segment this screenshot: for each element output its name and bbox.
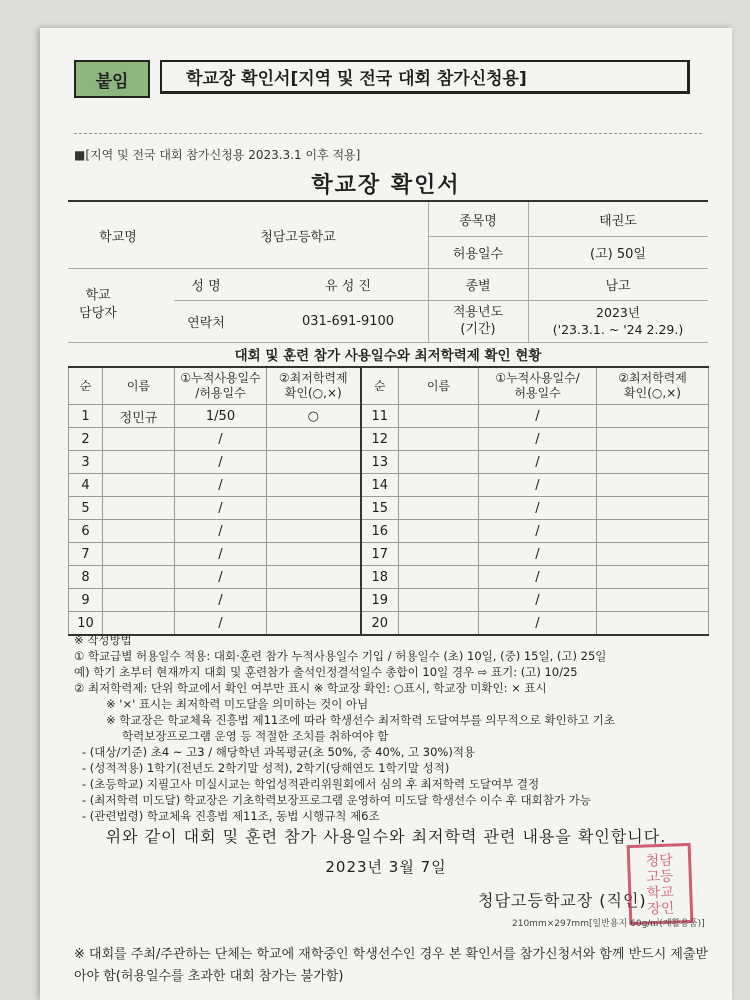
type-value: 남고 — [605, 278, 631, 294]
used-days: / — [479, 520, 597, 543]
min-academic-check — [267, 589, 361, 612]
min-academic-check — [267, 451, 361, 474]
row-number: 9 — [69, 589, 103, 612]
min-academic-check — [597, 497, 709, 520]
instruction-line: - (성적적용) 1학기(전년도 2학기말 성적), 2학기(당해연도 1학기말 성적) — [82, 761, 450, 775]
min-academic-check — [597, 566, 709, 589]
student-name: 정민규 — [103, 405, 175, 428]
used-days: / — [479, 405, 597, 428]
event-value: 태권도 — [599, 213, 637, 229]
col-header: 이름 — [103, 367, 175, 405]
row-number: 20 — [361, 612, 399, 636]
student-name — [103, 543, 175, 566]
school-label: 학교명 — [99, 229, 137, 245]
instruction-line: ※ 작성방법 — [74, 633, 132, 647]
name-label: 성 명 — [191, 278, 221, 294]
row-number: 15 — [361, 497, 399, 520]
row-number: 7 — [69, 543, 103, 566]
used-days: / — [479, 451, 597, 474]
used-days: / — [479, 428, 597, 451]
row-number: 12 — [361, 428, 399, 451]
table-row — [69, 566, 709, 589]
confirmation-statement: 위와 같이 대회 및 훈련 참가 사용일수와 최저학력 관련 내용을 확인합니다. — [105, 827, 667, 846]
student-name — [399, 520, 479, 543]
row-number: 14 — [361, 474, 399, 497]
used-days: / — [479, 566, 597, 589]
used-days: / — [175, 566, 267, 589]
contact-value: 031-691-9100 — [301, 313, 395, 329]
used-days: / — [175, 543, 267, 566]
student-name — [103, 474, 175, 497]
student-name — [399, 543, 479, 566]
row-number: 19 — [361, 589, 399, 612]
student-name — [399, 405, 479, 428]
instruction-line: - (최저학력 미도달) 학교장은 기초학력보장프로그램 운영하여 미도달 학생선수 이수 후 대회참가 가능 — [82, 793, 591, 807]
school-value: 청담고등학교 — [260, 229, 336, 245]
paper-spec: 210mm×297mm[일반용지 60g/㎡(재활용품)] — [512, 919, 705, 929]
manager-label: 학교 담당자 — [79, 288, 117, 321]
info-section — [68, 200, 708, 342]
used-days: / — [479, 589, 597, 612]
row-number: 17 — [361, 543, 399, 566]
page-title: 학교장 확인서 — [311, 173, 461, 198]
days-value: (고) 50일 — [590, 246, 646, 262]
instruction-line: - (관련법령) 학교체육 진흥법 제11조, 동법 시행규칙 제6조 — [82, 809, 380, 823]
attachment-badge: 붙임 — [74, 60, 150, 98]
col-header: ②최저학력제 확인(○,×) — [267, 367, 361, 405]
instruction-line: ② 최저학력제: 단위 학교에서 확인 여부만 표시 ※ 학교장 확인: ○표시, 학교장 미확인: × 표시 — [74, 681, 547, 695]
min-academic-check — [267, 474, 361, 497]
row-number: 3 — [69, 451, 103, 474]
min-academic-check — [597, 405, 709, 428]
table-row — [69, 543, 709, 566]
instruction-line: ※ 학교장은 학교체육 진흥법 제11조에 따라 학생선수 최저학력 도달여부를 의무적으로 확인하고 기초 — [106, 713, 615, 727]
footnote: ※ 대회를 주최/주관하는 단체는 학교에 재학중인 학생선수인 경우 본 확인서를 참가신청서와 함께 반드시 제출받아야 함(허용일수를 초과한 대회 참가는 불가함) — [74, 947, 709, 984]
days-label: 허용일수 — [452, 246, 504, 262]
table-row — [69, 589, 709, 612]
row-number: 8 — [69, 566, 103, 589]
used-days: / — [479, 612, 597, 636]
section-title: 대회 및 훈련 참가 사용일수와 최저학력제 확인 현황 — [234, 348, 542, 364]
row-number: 13 — [361, 451, 399, 474]
table-header-row — [69, 367, 709, 405]
min-academic-check — [267, 543, 361, 566]
year-label: 적용년도 (기간) — [452, 305, 504, 337]
min-academic-check — [597, 589, 709, 612]
student-name — [399, 474, 479, 497]
min-academic-check — [267, 520, 361, 543]
used-days: / — [175, 589, 267, 612]
instruction-line: ① 학교급별 허용일수 적용: 대회·훈련 참가 누적사용일수 기입 / 허용일수 (초) 10일, (중) 15일, (고) 25일 — [74, 649, 607, 663]
event-label: 종목명 — [459, 213, 497, 229]
col-header: 순 — [69, 367, 103, 405]
student-name — [399, 566, 479, 589]
used-days: / — [175, 428, 267, 451]
document-header — [74, 60, 690, 102]
student-name — [103, 428, 175, 451]
col-header: ①누적사용일수 /허용일수 — [175, 367, 267, 405]
official-seal: 청담 고등 학교 장인 — [627, 843, 694, 925]
writing-instructions — [74, 632, 714, 824]
used-days: / — [175, 520, 267, 543]
issue-date: 2023년 3월 7일 — [325, 858, 447, 876]
used-days: 1/50 — [175, 405, 267, 428]
used-days: / — [479, 543, 597, 566]
divider — [74, 133, 702, 134]
min-academic-check — [597, 520, 709, 543]
row-number: 11 — [361, 405, 399, 428]
applied-note: ■[지역 및 전국 대회 참가신청용 2023.3.1 이후 적용] — [74, 148, 361, 162]
row-number: 16 — [361, 520, 399, 543]
contact-label: 연락처 — [187, 315, 225, 331]
student-name — [103, 451, 175, 474]
student-name — [103, 566, 175, 589]
instruction-line: 예) 학기 초부터 현재까지 대회 및 훈련참가 출석인정결석일수 총합이 10일 경우 ⇨ 표기: (고) 10/25 — [74, 665, 578, 679]
table-row — [69, 520, 709, 543]
min-academic-check — [267, 428, 361, 451]
col-header: ①누적사용일수/ 허용일수 — [479, 367, 597, 405]
student-name — [103, 497, 175, 520]
instruction-line: - (대상/기준) 초4 ~ 고3 / 해당학년 과목평균(초 50%, 중 40%, 고 30%)적용 — [82, 745, 476, 759]
min-academic-check — [597, 474, 709, 497]
min-academic-check: ○ — [267, 405, 361, 428]
student-name — [399, 451, 479, 474]
student-name — [103, 589, 175, 612]
status-table — [68, 366, 709, 636]
row-number: 5 — [69, 497, 103, 520]
row-number: 18 — [361, 566, 399, 589]
student-name — [399, 497, 479, 520]
name-value: 유 성 진 — [325, 278, 371, 294]
min-academic-check — [267, 566, 361, 589]
table-row — [69, 405, 709, 428]
row-number: 2 — [69, 428, 103, 451]
document-page — [40, 28, 732, 1000]
student-name — [399, 589, 479, 612]
table-row — [69, 451, 709, 474]
min-academic-check — [597, 428, 709, 451]
table-row — [69, 428, 709, 451]
used-days: / — [175, 612, 267, 636]
instruction-line: 학력보장프로그램 운영 등 적절한 조치를 취하여야 함 — [122, 729, 389, 743]
row-number: 6 — [69, 520, 103, 543]
min-academic-check — [597, 543, 709, 566]
col-header: 이름 — [399, 367, 479, 405]
row-number: 1 — [69, 405, 103, 428]
col-header: ②최저학력제 확인(○,×) — [597, 367, 709, 405]
instruction-line: - (초등학교) 지필고사 미실시교는 학업성적관리위원회에서 심의 후 최저학력 도달여부 결정 — [82, 777, 540, 791]
min-academic-check — [597, 451, 709, 474]
principal-signature: 청담고등학교장 (직인) — [478, 891, 647, 910]
type-label: 종별 — [465, 278, 491, 294]
used-days: / — [175, 497, 267, 520]
used-days: / — [479, 497, 597, 520]
used-days: / — [479, 474, 597, 497]
student-name — [103, 520, 175, 543]
table-row — [69, 474, 709, 497]
col-header: 순 — [361, 367, 399, 405]
table-row — [69, 497, 709, 520]
instruction-line: ※ '×' 표시는 최저학력 미도달을 의미하는 것이 아님 — [106, 697, 369, 711]
row-number: 10 — [69, 612, 103, 636]
used-days: / — [175, 451, 267, 474]
student-name — [399, 428, 479, 451]
row-number: 4 — [69, 474, 103, 497]
min-academic-check — [267, 497, 361, 520]
used-days: / — [175, 474, 267, 497]
header-title: 학교장 확인서[지역 및 전국 대회 참가신청용] — [160, 60, 690, 94]
year-value: 2023년 ('23.3.1. ~ '24 2.29.) — [552, 305, 684, 337]
